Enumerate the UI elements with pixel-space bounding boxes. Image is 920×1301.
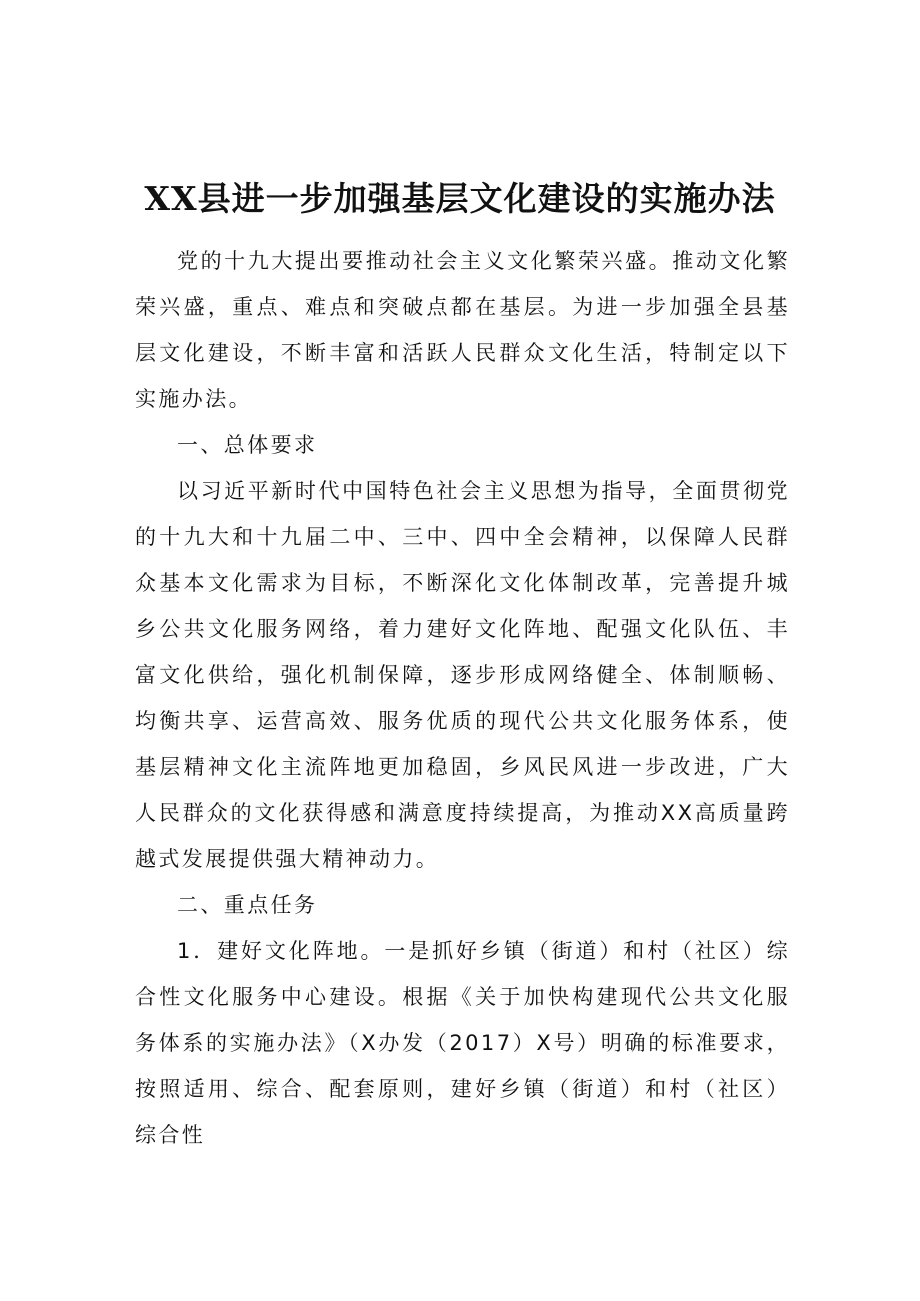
paragraph-intro: 党的十九大提出要推动社会主义文化繁荣兴盛。推动文化繁荣兴盛，重点、难点和突破点都在基层。为进一步加强全县基层文化建设，不断丰富和活跃人民群众文化生活，特制定以下实施办法。: [135, 249, 790, 411]
paragraph-general-requirements: 以习近平新时代中国特色社会主义思想为指导，全面贯彻党的十九大和十九届二中、三中、四中全会精神，以保障人民群众基本文化需求为目标，不断深化文化体制改革，完善提升城乡公共文化服务网络，着力建好文化阵地、配强文化队伍、丰富文化供给，强化机制保障，逐步形成网络健全、体制顺畅、均衡共享、运营高效、服务优质的现代公共文化服务体系，使基层精神文化主流阵地更加稳固，乡风民风进一步改进，广大人民群众的文化获得感和满意度持续提高，为推动XX高质量跨越式发展提供强大精神动力。: [135, 479, 790, 871]
section-heading-general-requirements: 一、总体要求: [177, 433, 318, 457]
section-heading-key-tasks: 二、重点任务: [177, 893, 318, 917]
paragraph-task-1: 1．建好文化阵地。一是抓好乡镇（街道）和村（社区）综合性文化服务中心建设。根据《关于加快构建现代公共文化服务体系的实施办法》（X办发（2017）X号）明确的标准要求，按照适用、综合、配套原则，建好乡镇（街道）和村（社区）综合性: [135, 939, 790, 1147]
document-body: [135, 238, 790, 1158]
document-title: XX县进一步加强基层文化建设的实施办法: [144, 179, 776, 218]
